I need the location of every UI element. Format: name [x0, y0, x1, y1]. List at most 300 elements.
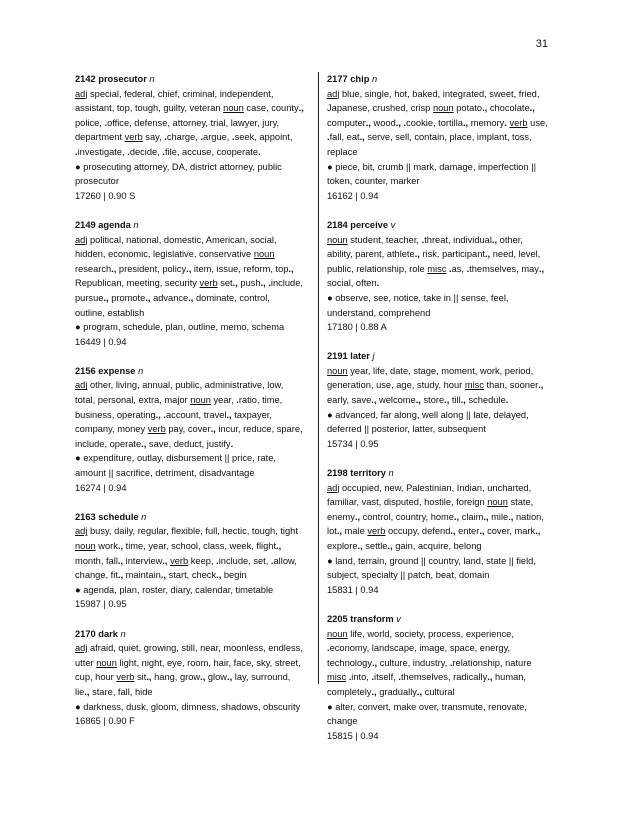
entry-text: ● agenda, plan, roster, diary, calendar, timetable	[75, 584, 274, 595]
range-marker: .,	[371, 395, 377, 406]
range-marker: .,	[487, 672, 493, 683]
entry-text: ● expenditure, outlay, disbursement || price, rate,	[75, 453, 276, 464]
range-marker: .,	[336, 526, 342, 537]
entry-text: social, often	[327, 278, 377, 289]
entry-text: political, national, domestic, American, social,	[87, 234, 277, 245]
collocation-label: adj	[75, 234, 88, 245]
entry-text: company, money	[75, 424, 148, 435]
entry-text: economy, landscape, image, space, energy,	[329, 643, 511, 654]
entry-line	[327, 714, 569, 729]
range-marker: .	[216, 555, 219, 566]
range-marker: .,	[444, 395, 450, 406]
entry-line	[327, 174, 569, 189]
range-marker: .	[448, 263, 452, 274]
entry-line	[327, 729, 569, 744]
entry-text: fall, eat	[329, 132, 360, 143]
entry-line	[327, 685, 569, 700]
entry-text: generation, use, age, study, hour	[327, 380, 465, 391]
entry-text: enter	[455, 526, 480, 537]
entry-text: hang, grow	[151, 672, 201, 683]
entry-headword	[75, 72, 317, 87]
entry-text: early, save	[327, 395, 372, 406]
entry-line	[327, 233, 569, 248]
entry-text: ability, parent, athlete	[327, 249, 415, 260]
range-marker: .,	[414, 249, 420, 260]
range-marker: .,	[200, 672, 206, 683]
entry-line	[327, 568, 569, 583]
range-marker: .,	[538, 380, 544, 391]
entry-text: dominate, control,	[193, 292, 270, 303]
range-marker: .,	[146, 672, 152, 683]
entry-text: cover, mark	[484, 526, 536, 537]
page-number: 31	[535, 38, 548, 50]
column-divider	[318, 72, 319, 684]
range-marker: .	[104, 117, 108, 128]
entry-line	[327, 510, 569, 525]
entry-line	[75, 101, 317, 116]
entry-text: other,	[497, 234, 523, 245]
headword-text: 2142 prosecutor	[75, 74, 147, 84]
entry-text: replace	[327, 146, 358, 157]
collocation-label: adj	[327, 88, 340, 99]
part-of-speech: n	[385, 468, 394, 479]
part-of-speech: n	[146, 74, 155, 84]
part-of-speech: n	[130, 219, 139, 230]
entry-text: ● program, schedule, plan, outline, memo, schema	[75, 322, 285, 333]
entry-text: lay, surround,	[232, 672, 291, 683]
entry-text: familiar, vast, disputed, hostile, foreign	[327, 497, 488, 508]
entry-line	[327, 364, 569, 379]
entry-line	[75, 524, 317, 539]
range-marker: .	[236, 395, 239, 406]
collocation-label: adj	[327, 482, 340, 493]
entry-text: file, accuse, cooperate	[164, 146, 258, 157]
collocation-label: verb	[170, 555, 189, 566]
range-marker: .	[258, 146, 261, 157]
range-marker: .,	[415, 395, 421, 406]
entry-text: than, sooner	[483, 380, 539, 391]
entry-text: token, counter, marker	[327, 176, 420, 187]
entry-line	[75, 306, 317, 321]
entry-line	[75, 437, 317, 452]
entry-text: outline, establish	[75, 307, 145, 318]
entry-line	[327, 130, 569, 145]
range-marker: .,	[365, 117, 371, 128]
range-marker: .	[376, 278, 380, 289]
range-marker: .,	[111, 263, 117, 274]
entry-headword	[75, 364, 317, 379]
entry-text: threat, individual	[424, 234, 492, 245]
range-marker: .,	[103, 292, 109, 303]
entry-text: explore	[327, 541, 358, 551]
entry-text: account, travel	[166, 409, 227, 420]
range-marker: .,	[155, 409, 161, 420]
entry-text: potato	[453, 103, 483, 114]
entry-text: year,	[210, 395, 237, 406]
entry-line	[75, 597, 317, 612]
entry-line	[75, 233, 317, 248]
range-marker: .,	[227, 672, 233, 683]
entry-line	[75, 422, 317, 437]
entry-text: police,	[75, 117, 105, 128]
entry-text: wood	[370, 117, 396, 128]
entry-line	[327, 320, 569, 335]
collocation-label: noun	[75, 541, 96, 551]
entry-text: 15831 | 0.94	[327, 584, 379, 595]
range-marker: .,	[162, 555, 168, 566]
entry-line	[75, 554, 317, 569]
range-marker: .,	[484, 249, 491, 260]
entry-text: occupied, new, Palestinian, Indian, uncharted,	[339, 482, 532, 493]
collocation-label: verb	[147, 424, 166, 435]
headword-text: 2163 schedule	[75, 511, 139, 522]
entry-line	[327, 437, 569, 452]
entry-text: assistant, top, tough, guilty, veteran	[75, 103, 224, 114]
entry-line	[327, 700, 569, 715]
entry-text: afraid, quiet, growing, still, near, moonless, endless,	[87, 643, 303, 654]
entry-line	[327, 262, 569, 277]
range-marker: .,	[186, 263, 192, 274]
entry-text: decide,	[129, 146, 163, 157]
entry-text: Japanese, crushed, crisp	[327, 103, 433, 114]
range-marker: .,	[354, 511, 361, 522]
entry-text: office, defense, attorney, trial, lawyer, jury,	[107, 117, 280, 128]
entry-text: schedule	[465, 395, 506, 406]
range-marker: .,	[538, 263, 545, 274]
entry-line	[75, 160, 317, 175]
range-marker: .,	[210, 424, 216, 435]
entry-line	[75, 670, 317, 685]
entry-text: ● advanced, far along, well along || late, delayed,	[327, 409, 529, 420]
range-marker: .,	[145, 292, 151, 303]
collocation-label: adj	[75, 526, 88, 537]
entry-text: gradually	[376, 686, 417, 697]
dictionary-entry	[75, 218, 317, 349]
range-marker: .	[403, 117, 407, 128]
entry-text: Republican, meeting, security	[75, 278, 200, 289]
entry-headword	[327, 72, 569, 87]
entry-line	[327, 408, 569, 423]
range-marker: .	[504, 117, 507, 128]
entry-line	[327, 145, 569, 160]
entry-line	[327, 116, 569, 131]
entry-line	[327, 481, 569, 496]
collocation-label: noun	[223, 103, 244, 114]
entry-line	[327, 539, 569, 554]
entry-text: lot	[327, 526, 337, 537]
range-marker: .,	[482, 103, 488, 114]
right-column	[327, 72, 569, 758]
entry-text: 15987 | 0.95	[75, 599, 127, 610]
entry-headword	[327, 349, 569, 364]
range-marker: .,	[535, 526, 541, 537]
entry-text: save, deduct, justify	[146, 438, 231, 449]
collocation-label: noun	[432, 103, 454, 114]
entry-headword	[75, 510, 317, 525]
entry-line	[75, 335, 317, 350]
entry-text: claim	[459, 511, 484, 522]
collocation-label: noun	[327, 628, 348, 639]
range-marker: .	[449, 657, 453, 668]
range-marker: .,	[117, 555, 124, 566]
headword-text: 2149 agenda	[75, 219, 131, 230]
range-marker: .,	[117, 541, 124, 551]
entry-text: incur, reduce, spare,	[215, 424, 303, 435]
range-marker: .,	[483, 511, 489, 522]
range-marker: .	[162, 146, 165, 157]
range-marker: .,	[359, 132, 365, 143]
entry-line	[75, 481, 317, 496]
collocation-label: misc	[427, 263, 447, 274]
dictionary-entry	[75, 72, 317, 203]
entry-line	[75, 583, 317, 598]
dictionary-entry	[327, 466, 569, 597]
collocation-label: noun	[487, 497, 508, 508]
range-marker: .,	[84, 686, 90, 697]
entry-text: lie	[75, 686, 85, 697]
entry-text: 16274 | 0.94	[75, 482, 127, 493]
entry-text: case, county	[243, 103, 299, 114]
range-marker: .	[268, 278, 271, 289]
entry-line	[75, 466, 317, 481]
collocation-label: adj	[75, 380, 88, 391]
entry-text: interview	[123, 555, 163, 566]
entry-line	[327, 393, 569, 408]
range-marker: .	[327, 643, 330, 654]
range-marker: .	[371, 672, 375, 683]
entry-line	[75, 189, 317, 204]
entry-text: state,	[507, 497, 534, 508]
entry-text: ● darkness, dusk, gloom, dimness, shadows, obscurity	[75, 701, 301, 712]
entry-text: set	[217, 278, 233, 289]
part-of-speech: n	[117, 628, 126, 639]
entry-text: stare, fall, hide	[89, 686, 153, 697]
range-marker: .,	[276, 541, 282, 551]
entry-line	[327, 627, 569, 642]
entry-text: work	[95, 541, 118, 551]
range-marker: .,	[371, 657, 378, 668]
range-marker: .,	[453, 511, 460, 522]
entry-line	[75, 87, 317, 102]
entry-text: include,	[270, 278, 303, 289]
entry-line	[75, 393, 317, 408]
entry-text: male	[342, 526, 368, 537]
collocation-label: noun	[253, 249, 275, 260]
entry-text: ● land, terrain, ground || country, land, state || field,	[327, 555, 536, 566]
entry-text: completely	[327, 686, 372, 697]
collocation-label: adj	[75, 88, 88, 99]
entry-text: technology	[327, 657, 372, 668]
entry-text: argue,	[203, 132, 232, 143]
entry-line	[75, 174, 317, 189]
entry-text: pay, cover	[165, 424, 211, 435]
entry-line	[75, 539, 317, 554]
entry-text: prosecutor	[75, 176, 119, 187]
entry-line	[327, 670, 569, 685]
range-marker: .,	[160, 570, 166, 581]
entry-text: seek, appoint,	[234, 132, 293, 143]
range-marker: .,	[260, 278, 266, 289]
entry-text: president, policy	[116, 263, 187, 274]
collocation-label: noun	[327, 365, 348, 376]
headword-text: 2184 perceive	[327, 219, 388, 230]
entry-line	[75, 568, 317, 583]
entry-text: public, relationship, role	[327, 263, 428, 274]
range-marker: .,	[462, 117, 469, 128]
entry-text: keep,	[188, 555, 217, 566]
dictionary-entry	[327, 72, 569, 203]
entry-line	[327, 422, 569, 437]
entry-text: serve, sell, contain, place, implant, toss,	[364, 132, 532, 143]
range-marker: .,	[387, 541, 393, 551]
headword-text: 2205 transform	[327, 613, 394, 624]
collocation-label: noun	[327, 234, 348, 245]
entry-headword	[327, 466, 569, 481]
entry-text: understand, comprehend	[327, 307, 431, 318]
entry-text: total, personal, extra, major	[75, 395, 191, 406]
entry-line	[75, 262, 317, 277]
entry-text: ratio, time,	[238, 395, 283, 406]
collocation-label: misc	[327, 672, 347, 683]
dictionary-entry	[327, 218, 569, 335]
range-marker: .,	[529, 103, 535, 114]
range-marker: .,	[226, 409, 232, 420]
range-marker: .	[75, 146, 78, 157]
left-column	[75, 72, 317, 743]
entry-text: busy, daily, regular, flexible, full, hectic, tough, tight	[87, 526, 298, 537]
headword-text: 2191 later	[327, 351, 370, 362]
entry-text: human,	[492, 672, 526, 683]
collocation-label: verb	[509, 117, 528, 128]
entry-text: item, issue, reform, top	[191, 263, 289, 274]
headword-text: 2170 dark	[75, 628, 118, 639]
headword-text: 2156 expense	[75, 365, 136, 376]
entry-text: ● observe, see, notice, take in || sense, feel,	[327, 292, 509, 303]
entry-text: investigate,	[77, 146, 128, 157]
part-of-speech: v	[393, 613, 401, 624]
range-marker: .,	[288, 263, 294, 274]
part-of-speech: n	[138, 511, 147, 522]
range-marker: .,	[450, 526, 456, 537]
entry-text: blue, single, hot, baked, integrated, sweet, fried,	[339, 88, 540, 99]
entry-text: as,	[451, 263, 467, 274]
part-of-speech: n	[369, 74, 378, 84]
entry-text: risk, participant	[419, 249, 485, 260]
collocation-label: misc	[464, 380, 484, 391]
range-marker: .	[163, 409, 166, 420]
entry-line	[327, 87, 569, 102]
entry-text: 16449 | 0.94	[75, 336, 127, 347]
collocation-label: verb	[124, 132, 143, 143]
entry-line	[327, 524, 569, 539]
range-marker: .	[327, 132, 330, 143]
entry-text: use,	[527, 117, 548, 128]
entry-text: 15815 | 0.94	[327, 730, 379, 741]
entry-text: gain, acquire, belong	[392, 541, 482, 551]
entry-text: sit	[134, 672, 147, 683]
range-marker: .	[200, 132, 204, 143]
entry-text: special, federal, chief, criminal, independent,	[87, 88, 274, 99]
range-marker: .,	[141, 438, 147, 449]
entry-headword	[327, 612, 569, 627]
entry-text: itself,	[374, 672, 399, 683]
entry-text: settle	[362, 541, 388, 551]
entry-text: time, year, school, class, week, flight	[123, 541, 277, 551]
entry-line	[75, 700, 317, 715]
dictionary-entry	[75, 627, 317, 729]
entry-text: chocolate	[487, 103, 530, 114]
range-marker: .	[164, 132, 167, 143]
dictionary-entry	[75, 364, 317, 495]
entry-line	[75, 656, 317, 671]
entry-text: month, fall	[75, 555, 118, 566]
entry-line	[75, 451, 317, 466]
entry-text: amount || sacrifice, detriment, disadvantage	[75, 468, 255, 479]
entry-text: 15734 | 0.95	[327, 438, 379, 449]
dictionary-entry	[327, 612, 569, 743]
entry-text: 16162 | 0.94	[327, 190, 379, 201]
entry-text: nation,	[513, 511, 544, 522]
entry-line	[75, 408, 317, 423]
entry-text: say,	[142, 132, 165, 143]
range-marker: .,	[357, 541, 363, 551]
entry-line	[75, 320, 317, 335]
entry-text: control, country, home	[360, 511, 454, 522]
entry-text: advance	[150, 292, 189, 303]
entry-headword	[75, 627, 317, 642]
entry-text: computer	[327, 117, 366, 128]
entry-text: business, operating	[75, 409, 156, 420]
entry-line	[327, 291, 569, 306]
entry-text: occupy, defend	[385, 526, 451, 537]
entry-line	[75, 291, 317, 306]
entry-text: department	[75, 132, 125, 143]
entry-text: ● piece, bit, crumb || mark, damage, imperfection ||	[327, 161, 537, 172]
part-of-speech: v	[388, 219, 396, 230]
range-marker: .,	[188, 292, 194, 303]
range-marker: .,	[491, 234, 498, 245]
entry-text: pursue	[75, 292, 104, 303]
range-marker: .,	[479, 526, 485, 537]
dictionary-entry	[327, 349, 569, 451]
dictionary-entry	[75, 510, 317, 612]
entry-text: relationship, nature	[452, 657, 532, 668]
entry-text: utter	[75, 657, 97, 668]
entry-text: memory	[468, 117, 505, 128]
entry-line	[327, 306, 569, 321]
entry-line	[75, 714, 317, 729]
entry-text: ● alter, convert, make over, transmute, renovate,	[327, 701, 527, 712]
headword-text: 2177 chip	[327, 74, 370, 84]
entry-text: begin	[221, 570, 247, 581]
entry-text: include, set,	[218, 555, 271, 566]
entry-text: till	[449, 395, 461, 406]
entry-text: research	[75, 263, 112, 274]
entry-line	[327, 641, 569, 656]
entry-line	[75, 641, 317, 656]
range-marker: .,	[395, 117, 401, 128]
entry-text: culture, industry,	[377, 657, 450, 668]
entry-text: push	[237, 278, 261, 289]
entry-line	[327, 160, 569, 175]
entry-headword	[75, 218, 317, 233]
entry-line	[327, 495, 569, 510]
entry-line	[327, 554, 569, 569]
entry-line	[327, 656, 569, 671]
entry-text: start, check	[165, 570, 217, 581]
entry-text: light, night, eye, room, hair, face, sky, street,	[116, 657, 301, 668]
entry-line	[327, 378, 569, 393]
